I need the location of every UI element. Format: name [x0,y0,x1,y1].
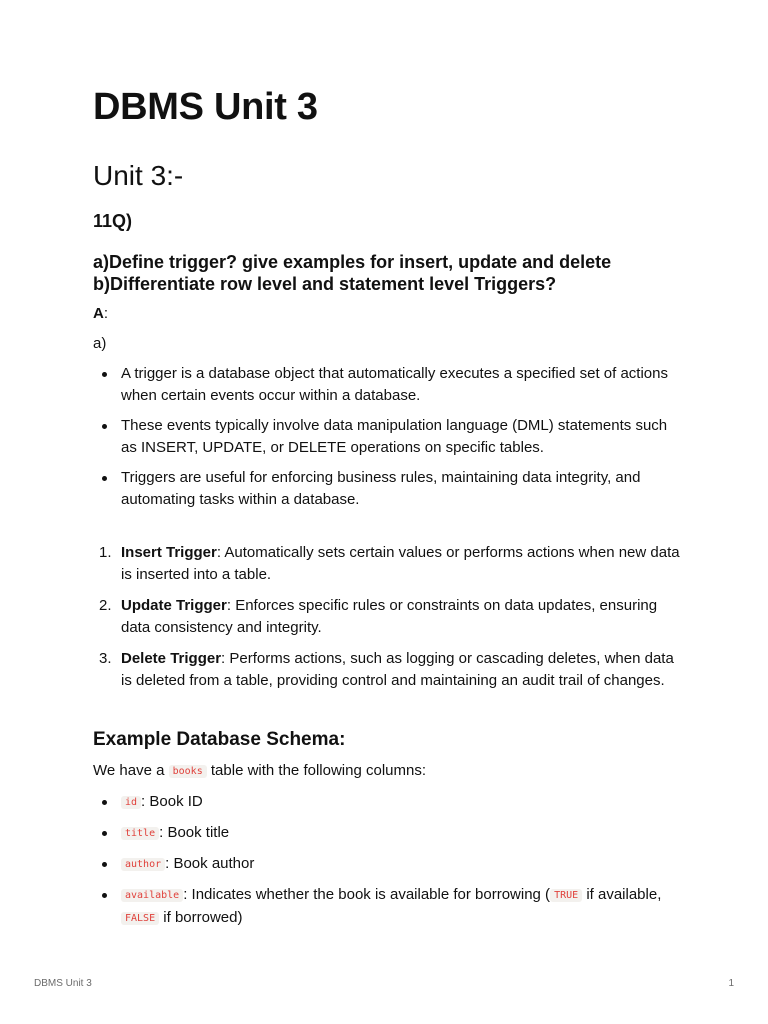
definition-bullet-list [93,363,683,519]
inline-code-title: title [121,827,159,840]
bullet-dot [102,831,107,836]
list-item: 2. Update Trigger: Enforces specific rules or constraints on data updates, ensuring data consistency and integrity. [99,597,658,636]
inline-code-false: FALSE [121,912,159,925]
bullet-dot [102,476,107,481]
list-item: author : Book author [93,853,683,876]
trigger-types-list [93,542,683,701]
columns-list [93,791,683,938]
list-item: id : Book ID [93,791,683,814]
term-delete-trigger: Delete Trigger [121,650,222,667]
term-update-trigger: Update Trigger [121,597,227,614]
question-line-b: b)Differentiate row level and statement level Triggers? [93,274,557,294]
inline-code-true: TRUE [550,889,582,902]
question-line-a: a)Define trigger? give examples for insert, update and delete [93,252,612,272]
term-insert-trigger: Insert Trigger [121,544,217,561]
part-a-label: a) [93,335,107,352]
list-item: Triggers are useful for enforcing business rules, maintaining data integrity, and automating tasks within a database. [93,467,683,511]
schema-intro: We have a books table with the following columns: [93,762,426,779]
question-heading [93,251,693,295]
list-item: 1. Insert Trigger: Automatically sets certain values or performs actions when new data is inserted into a table. [99,544,680,583]
page-number: 1 [728,978,734,989]
bullet-dot [102,800,107,805]
list-item: available : Indicates whether the book is available for borrowing ( TRUE if available, FALSE if borrowed) [93,884,683,930]
bullet-dot [102,372,107,377]
document-title: DBMS Unit 3 [93,86,318,128]
inline-code-id: id [121,796,141,809]
answer-label: A: [93,305,109,322]
list-item: A trigger is a database object that automatically executes a specified set of actions when certain events occur within a database. [93,363,683,407]
bullet-dot [102,893,107,898]
inline-code-author: author [121,858,165,871]
question-number: 11Q) [93,211,133,231]
list-item: These events typically involve data manipulation language (DML) statements such as INSERT, UPDATE, or DELETE operations on specific tables. [93,415,683,459]
unit-heading: Unit 3:- [93,160,184,191]
inline-code-books: books [169,765,207,778]
footer-doc-title: DBMS Unit 3 [34,978,92,989]
bullet-dot [102,862,107,867]
schema-heading: Example Database Schema: [93,729,346,750]
bullet-dot [102,424,107,429]
list-item: title : Book title [93,822,683,845]
inline-code-available: available [121,889,183,902]
list-item: 3. Delete Trigger: Performs actions, such as logging or cascading deletes, when data is deleted from a table, providing control and maintaining an audit trail of changes. [99,650,674,689]
